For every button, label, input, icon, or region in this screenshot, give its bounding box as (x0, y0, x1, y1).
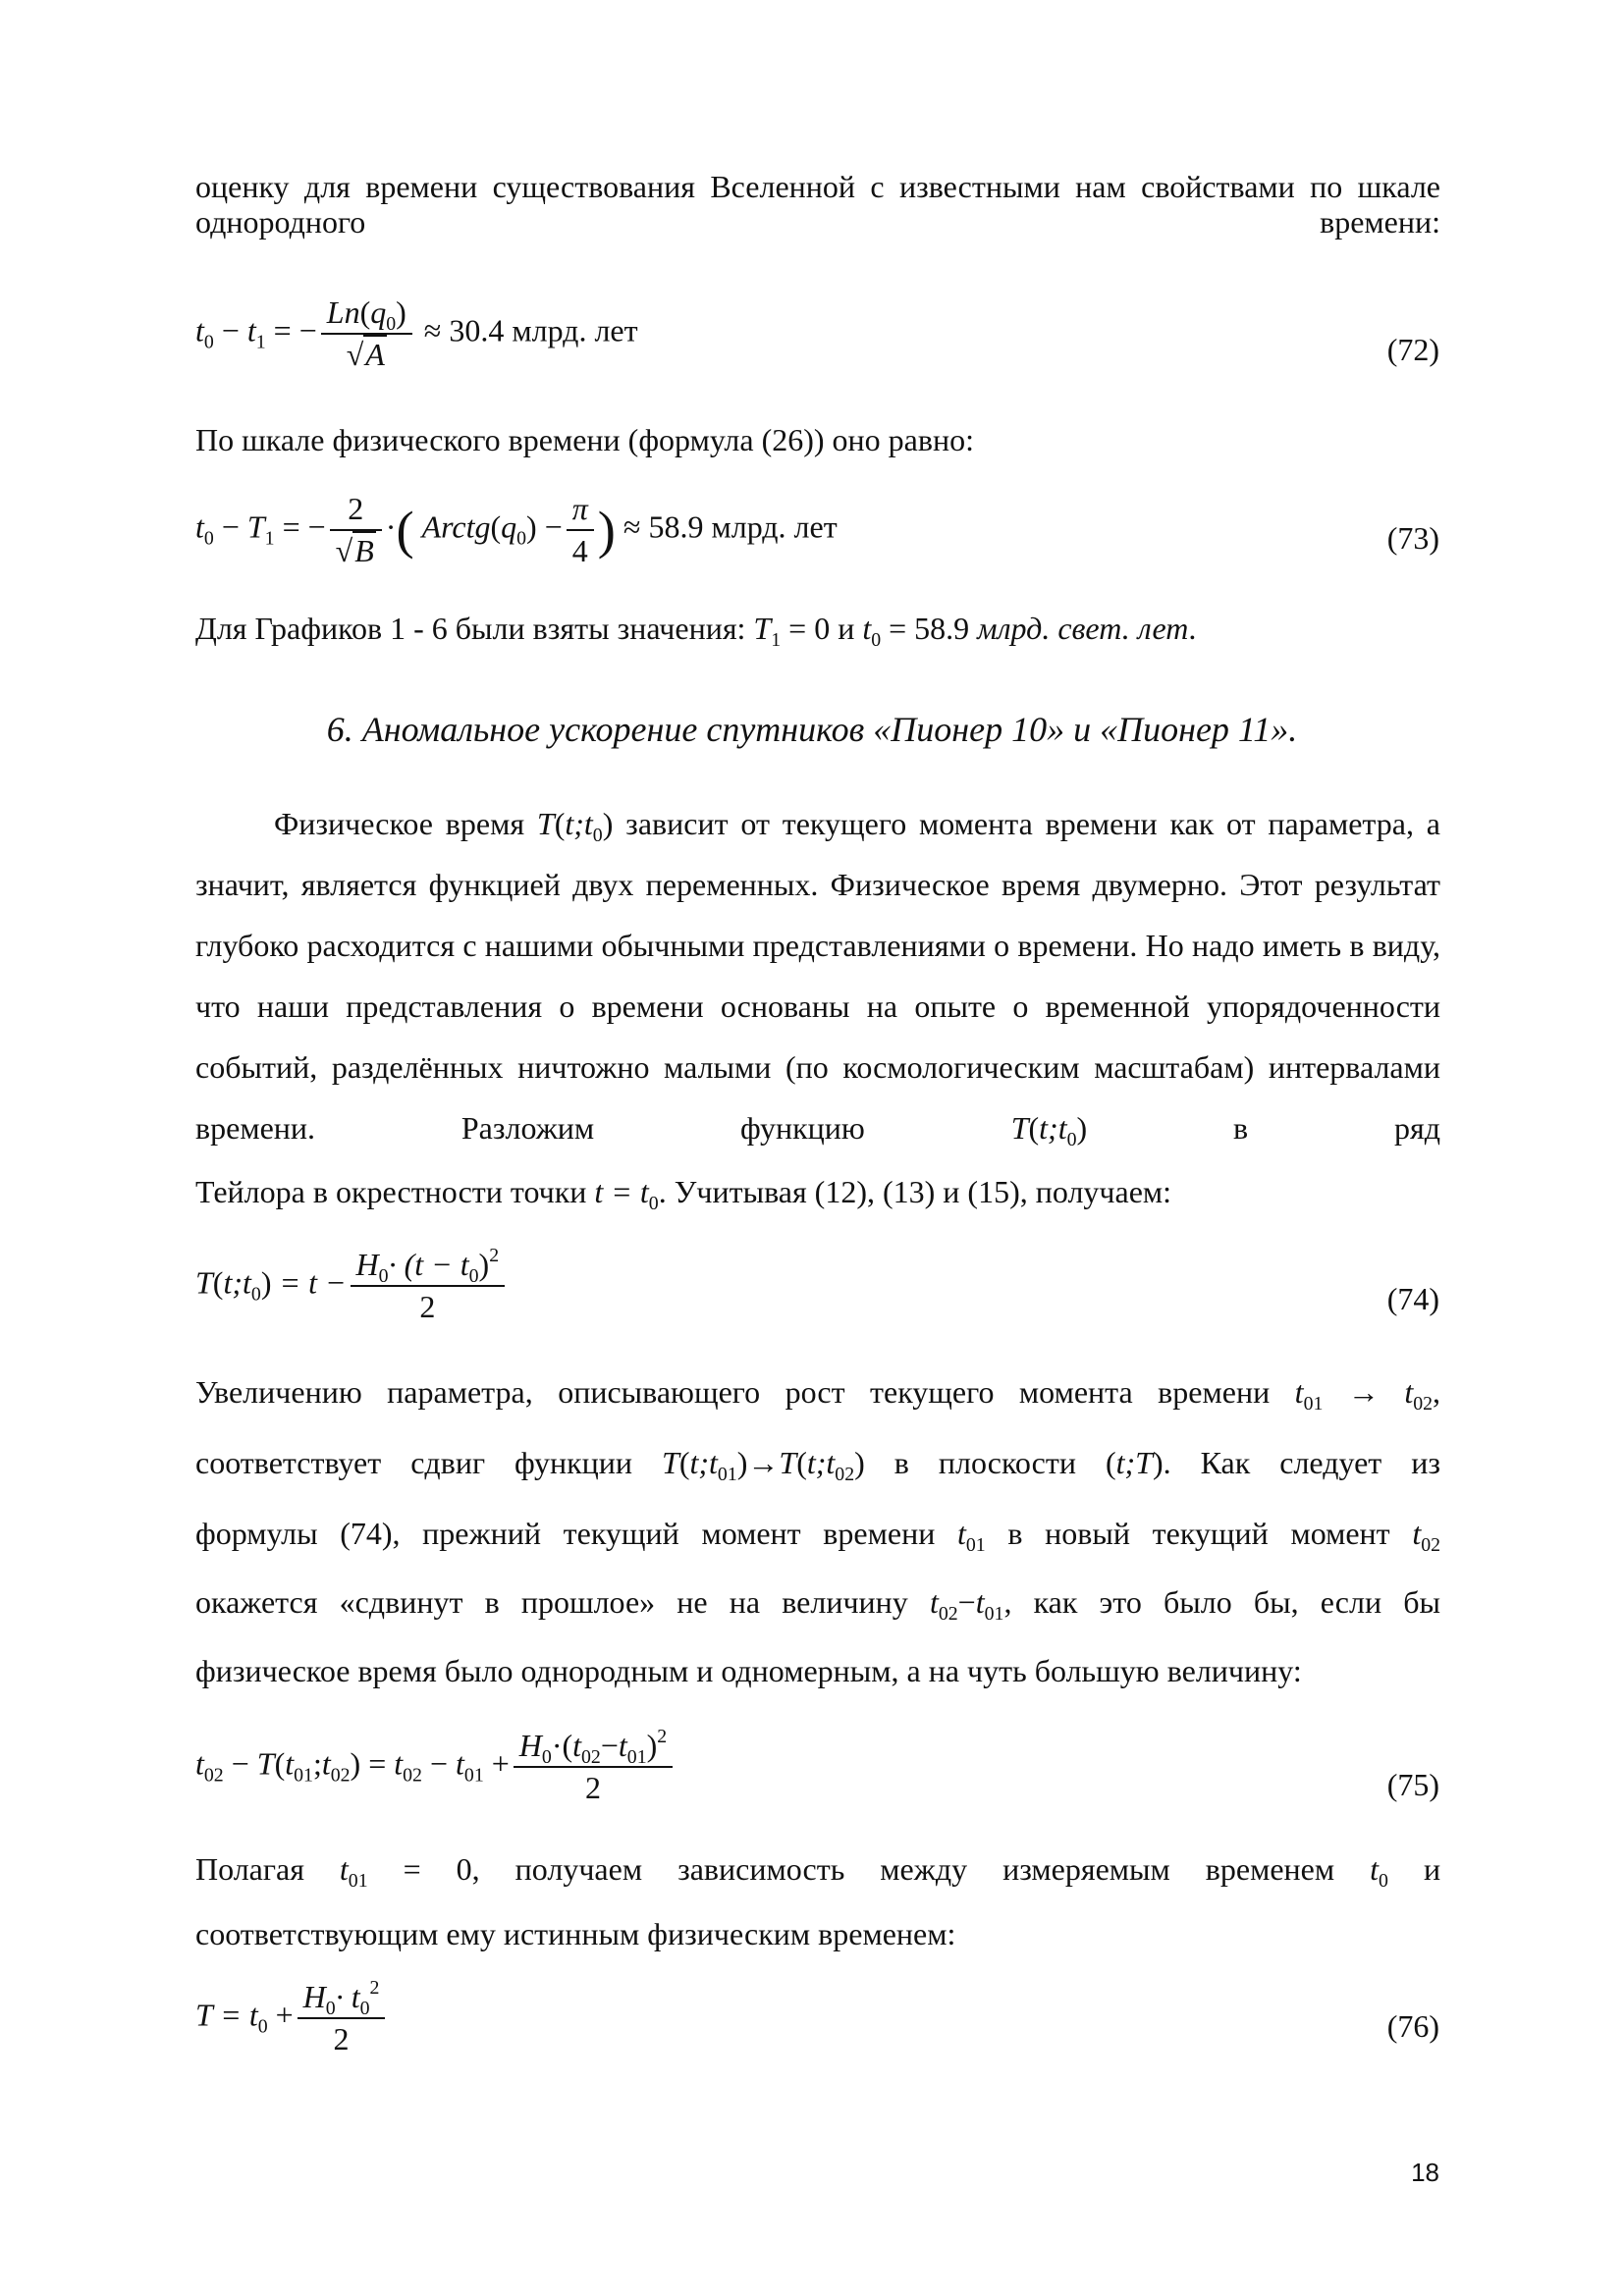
eq75-subscript: 01 (294, 1764, 313, 1787)
eq73-symbol: t (195, 508, 204, 545)
graphs-value: = 0 (788, 611, 831, 646)
eq74-symbol: T (195, 1264, 213, 1301)
shift-subscript: 02 (1413, 1392, 1434, 1415)
eq73-coef-fraction: $\frac{2}{√B}$ (330, 491, 382, 569)
graphs-subscript: 0 (871, 628, 882, 651)
paragraph-intro-text: оценку для времени существования Вселенной с известными нам свойствами по шкале однородного времени: (195, 169, 1440, 240)
eq73-coef-numerator: 2 (348, 491, 364, 526)
eq75-subscript: 01 (463, 1764, 484, 1787)
page-number: 18 (1411, 2158, 1439, 2187)
eq76-fraction (298, 1979, 386, 2057)
eq76-lhs: T = t (195, 1997, 258, 2033)
set-symbol: t (339, 1851, 349, 1887)
shift-symbol: t (1412, 1516, 1422, 1551)
graphs-conjunction: и (838, 611, 855, 646)
shift-subscript: 01 (717, 1463, 737, 1485)
shift-subscript: 02 (938, 1602, 958, 1625)
eq76-time: · t (335, 1979, 360, 2014)
eq74-close-paren: ) (478, 1247, 490, 1282)
equation-75-number: (75) (1386, 1767, 1439, 1802)
eq74-fraction (351, 1247, 506, 1325)
eq76-plus: + (275, 1997, 294, 2033)
eq75-subscript: 02 (203, 1764, 224, 1787)
eq72-numerator-arg: q (370, 294, 387, 330)
shift-text: в новый текущий момент (1007, 1516, 1390, 1551)
taylor-point: t = t (594, 1174, 649, 1209)
taylor-text: Тейлора в окрестности точки (195, 1174, 587, 1209)
equation-72-number: (72) (1386, 332, 1439, 367)
paragraph-main: Физическое время $T(t;t_0)$ зависит от текущего момента времени как от параметра, а значит, является функцией двух переменных. Физическое время двумерно. Этот результат глубоко расходится с нашими обычными представлениями о времени. Но надо иметь в виду, что наши представления о времени основаны на опыте о временной упорядоченности событий, разделённых ничтожно малыми (по космологическим масштабам) интервалами времени. Разложим функцию $T(t;t_0)$ в ряд (195, 806, 1441, 1150)
graphs-lead-text: Для Графиков 1 - 6 были взяты значения: (195, 611, 746, 646)
eq73-arg-sub: 0 (516, 527, 527, 550)
paragraph-physical-scale-text: По шкале физического времени (формула (26)) оно равно: (195, 422, 974, 457)
shift-symbol: t (956, 1516, 966, 1551)
shift-arg: t;t (806, 1445, 836, 1480)
paragraph-intro (195, 169, 1440, 240)
equation-74: $T(t;t_0) = t$ − $\frac{H_0\cdot (t - t_0)^2}{2}$ (195, 1247, 509, 1325)
shift-subscript: 01 (1303, 1392, 1324, 1415)
shift-text: формулы (74), прежний текущий момент времени (195, 1516, 936, 1551)
graphs-value: = 58.9 (889, 611, 970, 646)
paragraph-set-line1 (195, 1851, 1441, 1892)
eq74-rhs: = t − (279, 1264, 347, 1301)
eq75-arg: t (285, 1745, 295, 1782)
equation-76-number: (76) (1386, 2008, 1439, 2044)
eq75-symbol: t (394, 1745, 404, 1782)
eq75-fraction: $\frac{H_0\cdot(t_{02}-t_{01})^2}{2}$ (514, 1728, 673, 1806)
paragraph-taylor (195, 1174, 1440, 1214)
graphs-tail: . (1188, 611, 1197, 646)
set-subscript: 0 (1379, 1869, 1388, 1892)
shift-subscript: 02 (835, 1463, 855, 1485)
equation-75: $t_{02}$ − $T(t_{01};t_{02}) = t_{02} - t_{01}$ + $\frac{H_0\cdot(t_{02}-t_{01})^2}{2}$ (195, 1728, 677, 1806)
eq73-pi-denominator: 4 (567, 529, 594, 569)
paragraph-shift-line4: окажется «сдвинут в прошлое» не на величину $t_{02}-t_{01}$, как это было бы, если бы (195, 1584, 1441, 1625)
equation-74-number: (74) (1386, 1281, 1439, 1316)
eq75-subscript: 02 (403, 1764, 422, 1787)
eq75-symbol: t (195, 1745, 204, 1782)
eq72-fraction: $\frac{Ln(q_0)}{√A}$ (321, 294, 412, 373)
shift-text: . Как следует из (1163, 1445, 1440, 1480)
eq73-pi-fraction (567, 491, 594, 569)
shift-text: окажется «сдвинут в прошлое» не на величину (195, 1584, 908, 1620)
set-text: соответствующим ему истинным физическим временем: (195, 1916, 956, 1951)
shift-plane: t;T (1115, 1445, 1153, 1480)
taylor-point-sub: 0 (648, 1192, 659, 1214)
shift-arg: t;t (689, 1445, 718, 1480)
main-arg: t;t (565, 806, 593, 841)
shift-tail: , (1433, 1374, 1441, 1410)
shift-subscript: 02 (1421, 1533, 1441, 1556)
eq74-denominator: 2 (351, 1285, 506, 1325)
main-text: Физическое время (274, 806, 525, 841)
main-text: зависит от текущего момента времени как от параметра, а значит, является функцией двух переменных. Физическое время двумерно. Этот результат глубоко расходится с нашими обычными представлениями о времени. Но надо иметь в виду, что наши представления о времени основаны на опыте о временной упорядоченности событий, разделённых ничтожно малыми (по космологическим масштабам) интервалами времени. Разложим функцию (195, 806, 1441, 1146)
eq76-hubble: H (302, 1979, 326, 2014)
eq75-symbol: t (456, 1745, 464, 1782)
paragraph-set-line2 (195, 1916, 1440, 1951)
shift-text: физическое время было однородным и одномерным, а на чуть большую величину: (195, 1653, 1302, 1688)
eq76-subscript: 0 (257, 2015, 268, 2038)
paragraph-shift-line3 (195, 1516, 1441, 1556)
eq72-numerator-func: Ln (326, 294, 360, 330)
main-text: в ряд (1233, 1110, 1441, 1146)
eq75-hubble: H (518, 1728, 542, 1763)
eq76-power: 2 (369, 1977, 380, 2000)
eq74-arg: t;t (223, 1264, 251, 1301)
paragraph-physical-scale (195, 422, 1440, 457)
eq76-denominator: 2 (298, 2017, 386, 2057)
set-value: = 0 (403, 1851, 472, 1887)
shift-subscript: 01 (965, 1533, 986, 1556)
shift-function: T (779, 1445, 797, 1480)
eq72-numerator-sub: 0 (386, 312, 397, 335)
equation-72: $t_0 - t_1$ = − $\frac{Ln(q_0)}{√A}$ ≈ 30.4 млрд. лет (195, 294, 638, 372)
eq75-subscript: 02 (581, 1745, 601, 1768)
eq73-coef-denominator: B (354, 533, 374, 568)
eq74-hubble: H (355, 1247, 379, 1282)
eq74-subscript: 0 (250, 1283, 261, 1306)
eq75-symbol: t (618, 1728, 627, 1763)
set-text: и (1423, 1851, 1441, 1887)
eq73-result: ≈ 58.9 млрд. лет (623, 508, 838, 545)
eq72-symbol: t (195, 312, 204, 348)
eq72-subscript: 0 (203, 331, 214, 353)
shift-subscript: 01 (984, 1602, 1004, 1625)
eq74-numerator: · (t − t (388, 1247, 469, 1282)
set-text: Полагая (195, 1851, 304, 1887)
eq73-subscript: 0 (203, 527, 214, 550)
shift-symbol: t (1404, 1374, 1414, 1410)
eq72-result: ≈ 30.4 млрд. лет (423, 312, 638, 348)
taylor-text: . Учитывая (12), (13) и (15), получаем: (658, 1174, 1172, 1209)
eq75-symbol: t (572, 1728, 582, 1763)
shift-symbol: t (929, 1584, 939, 1620)
graphs-symbol: t (862, 611, 872, 646)
eq73-subscript: 1 (264, 527, 275, 550)
shift-function: T (662, 1445, 679, 1480)
graphs-subscript: 1 (771, 628, 782, 651)
paragraph-graphs (195, 611, 1440, 651)
eq75-arg: t (321, 1745, 331, 1782)
eq73-symbol: T (246, 508, 265, 545)
paragraph-shift-line5 (195, 1653, 1440, 1688)
paragraph-shift-line2: соответствует сдвиг функции $T(t;t_{01})\to T(t;t_{02})$ в плоскости (t;T). Как следует из (195, 1445, 1440, 1485)
eq75-denominator: 2 (514, 1766, 673, 1806)
paragraph-shift-line1 (195, 1374, 1441, 1415)
eq74-power: 2 (489, 1245, 500, 1267)
shift-text: соответствует сдвиг функции (195, 1445, 633, 1480)
eq74-hubble-sub: 0 (378, 1264, 389, 1287)
shift-symbol: t (1294, 1374, 1304, 1410)
eq72-subscript: 1 (255, 331, 266, 353)
set-subscript: 01 (348, 1869, 368, 1892)
equation-73: $t_0 - T_1$ = − $\frac{2}{√B}$ ·( $Arctg(q_0)$ − $\frac{\pi}{4}$ ) ≈ 58.9 млрд. лет (195, 491, 838, 568)
equation-76 (195, 1979, 389, 2057)
eq73-function: Arctg (421, 508, 491, 545)
eq76-time-sub: 0 (359, 1997, 370, 2019)
eq75-power: 2 (657, 1726, 668, 1748)
graphs-symbol: T (753, 611, 772, 646)
equation-73-number: (73) (1386, 520, 1439, 556)
shift-arrow: → (1347, 1374, 1380, 1410)
shift-text: в плоскости (893, 1445, 1076, 1480)
section-heading: 6. Аномальное ускорение спутников «Пионер 10» и «Пионер 11». (326, 710, 1298, 749)
eq75-hubble-sub: 0 (541, 1745, 552, 1768)
shift-text: , как это было бы, если бы (1003, 1584, 1441, 1620)
graphs-unit: млрд. свет. лет (977, 611, 1189, 646)
eq72-denominator: A (365, 337, 385, 372)
main-symbol: T (536, 806, 555, 841)
set-text: , получаем зависимость между измеряемым временем (471, 1851, 1335, 1887)
main-subscript: 0 (592, 824, 603, 846)
shift-text: Увеличению параметра, описывающего рост текущего момента времени (195, 1374, 1271, 1410)
set-symbol: t (1370, 1851, 1380, 1887)
eq76-hubble-sub: 0 (325, 1997, 336, 2019)
eq74-numerator-sub: 0 (468, 1264, 479, 1287)
eq73-pi: π (571, 491, 588, 526)
eq75-function: T (256, 1745, 275, 1782)
eq75-subscript: 02 (330, 1764, 351, 1787)
eq73-arg: q (501, 508, 517, 545)
shift-symbol: t (975, 1584, 985, 1620)
eq72-symbol: t (246, 312, 256, 348)
eq75-subscript: 01 (626, 1745, 647, 1768)
